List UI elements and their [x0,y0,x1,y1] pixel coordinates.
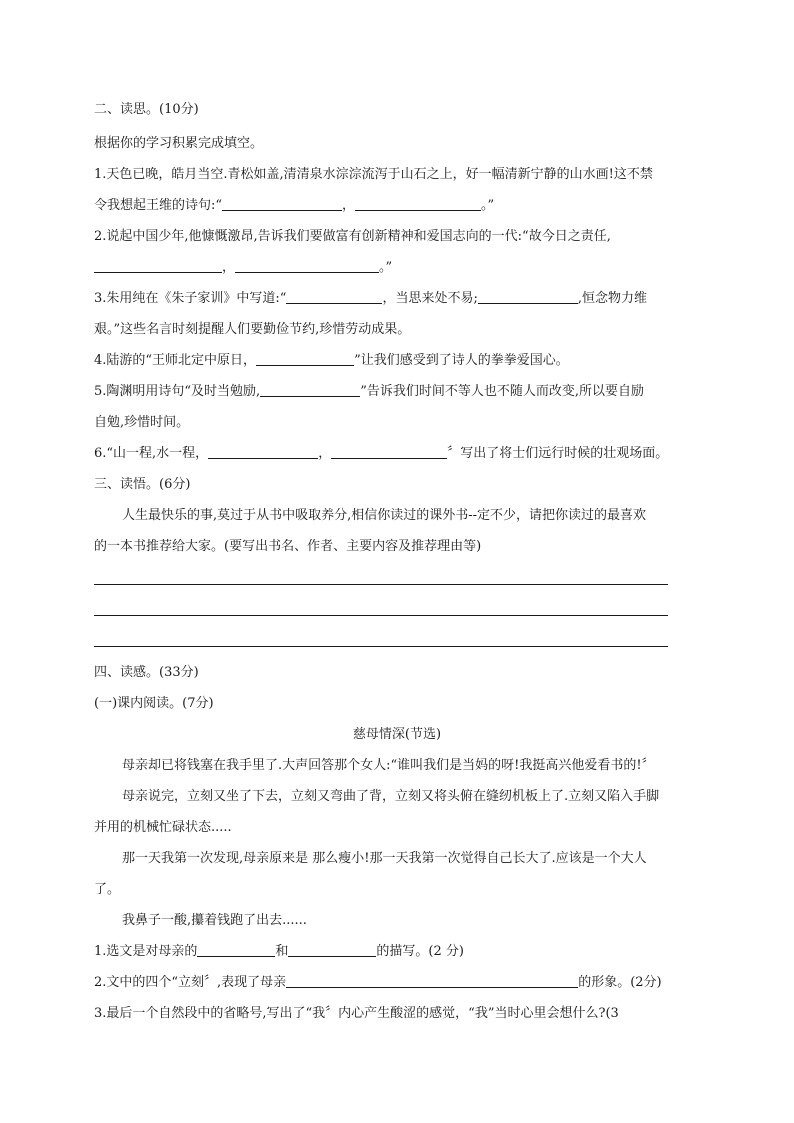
answer-blank[interactable] [256,353,354,366]
answer-blank[interactable] [286,291,382,304]
writing-line[interactable] [94,584,668,585]
answer-blank[interactable] [235,260,379,273]
passage-paragraph-4: 我鼻子一酸,攥着钱跑了出去...... [122,913,307,928]
question-6: 6.“山一程,水一程， ， 〞写出了将士们远行时候的壮观场面。 [94,446,669,461]
section2-heading: 二、读思。(10分) [94,102,199,117]
answer-blank[interactable] [286,975,578,988]
question-2-line2: ， 。” [94,259,392,277]
answer-blank[interactable] [208,446,318,459]
question-3: 3.朱用纯在《朱子家训》中写道:“ ，当思来处不易; ,恒念物力维 [94,291,647,306]
section3-prompt: 人生最快乐的事,莫过于从书中吸取养分,相信你读过的课外书--定不少，请把你读过的最喜欢 [122,508,647,523]
answer-blank[interactable] [94,260,222,273]
section4-heading: 四、读感。(33分) [94,665,199,680]
question-1: 1.天色已晚，皓月当空.青松如盖,清清泉水淙淙流泻于山石之上，好一幅清新宁静的山水画!这不禁 [94,167,653,182]
passage-paragraph-2-line2: 并用的机械忙碌状态..... [94,820,232,835]
question-5: 5.陶渊明用诗句“及时当勉励, ”告诉我们时间不等人也不随人而改变,所以要自励 [94,384,644,399]
section2-intro: 根据你的学习积累完成填空。 [94,136,264,151]
answer-blank[interactable] [288,944,376,957]
passage-title: 慈母情深(节选) [352,727,442,742]
passage-paragraph-3: 那一天我第一次发现,母亲原来是 那么瘦小!那一天我第一次觉得自己长大了.应该是一个大人 [122,851,647,866]
answer-blank[interactable] [222,198,342,211]
question-3-line2: 艰。”这些名言时刻提醒人们要勤俭节约,珍惜劳动成果。 [94,322,411,337]
answer-blank[interactable] [331,446,447,459]
answer-blank[interactable] [197,944,275,957]
question-4: 4.陆游的“王师北定中原日， ”让我们感受到了诗人的拳拳爱国心。 [94,353,569,368]
passage-paragraph-1: 母亲却已将钱塞在我手里了.大声回答那个女人:“谁叫我们是当妈的呀!我挺高兴他爱看书的!〞 [122,758,655,773]
question-2: 2.说起中国少年,他慷慨激昂,告诉我们要做富有创新精神和爱国志向的一代:“故今日之责任, [94,229,611,244]
question-1-prompt: 令我想起王维的诗句:“ [94,198,223,213]
reading-question-3: 3.最后一个自然段中的省略号,写出了“我〞内心产生酸涩的感觉，“我”当时心里会想什么?(3 [94,1006,619,1021]
section3-heading: 三、读悟。(6分) [94,477,191,492]
reading-question-2: 2.文中的四个“立刻〞,表现了母亲 的形象。(2分) [94,975,662,990]
answer-blank[interactable] [260,384,360,397]
answer-blank[interactable] [478,291,578,304]
section4-subheading: (一)课内阅读。(7分) [94,696,214,711]
reading-question-1: 1.选文是对母亲的 和 的描写。(2 分) [94,944,464,959]
writing-line[interactable] [94,646,668,647]
writing-line[interactable] [94,615,668,616]
section3-prompt-line2: 的一本书推荐给大家。(要写出书名、作者、主要内容及推荐理由等) [94,539,482,554]
question-1-line2: 令我想起王维的诗句:“ ， 。” [94,198,495,213]
passage-paragraph-3-line2: 了。 [94,882,121,897]
question-5-line2: 自勉,珍惜时间。 [94,415,190,430]
passage-paragraph-2: 母亲说完，立刻又坐了下去，立刻又弯曲了背，立刻又将头俯在缝纫机板上了.立刻又陷入手脚 [122,789,660,804]
answer-blank[interactable] [355,198,481,211]
